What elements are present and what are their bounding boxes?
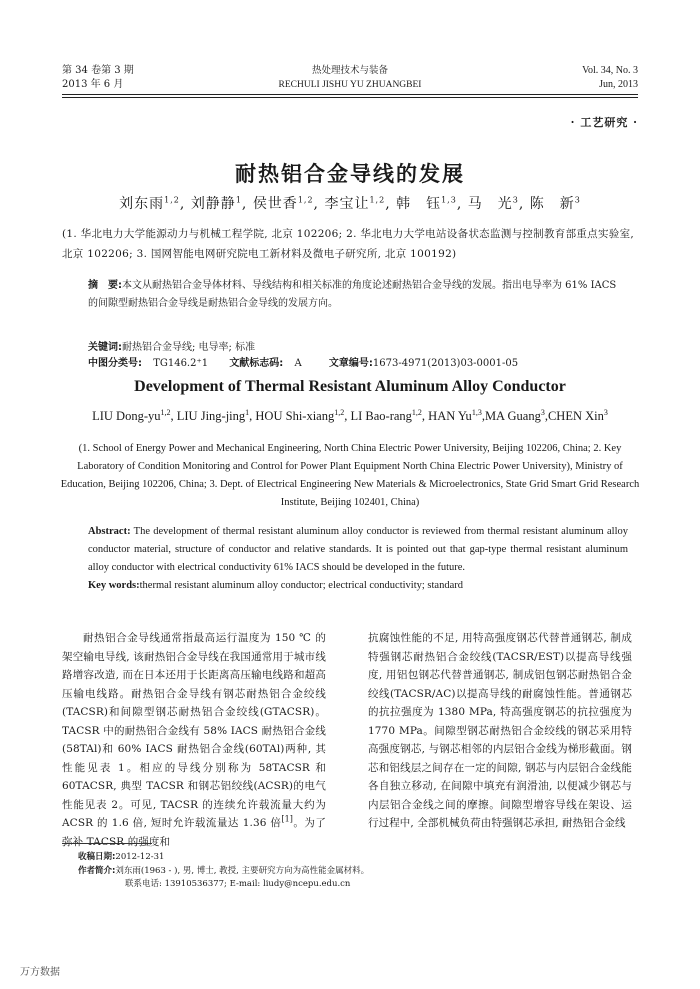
received-date: 收稿日期:2012-12-31 [78,852,165,862]
author-en: LI Bao-rang$^{1,2}$ [350,407,422,423]
abstract-cn-text: 本文从耐热铝合金导体材料、导线结构和相关标准的角度论述耐热铝合金导线的发展。指出电导率为 61% IACS 的间隙型耐热铝合金导线是耐热铝合金导线的发展方向。 [88,280,617,309]
author-cn: 刘东雨$^{1,2}$ [119,195,180,212]
header-volume-block [62,64,134,92]
header-volume-en: Vol. 34, No. 3 [582,65,638,76]
author-cn: 刘静静$^1$ [190,195,242,212]
body-column-right [368,629,632,833]
author-bio: 作者简介:刘东雨(1963 - ), 男, 博士, 教授, 主要研究方向为高性能金属材料。 [78,865,370,876]
header-journal-block [250,64,450,92]
header-date-en: Jun, 2013 [599,79,638,90]
article-number-value: 1673-4971(2013)03-0001-05 [372,358,519,369]
citation-ref: [1] [281,814,293,824]
author-en: CHEN Xin$^3$ [547,407,608,423]
clc-value: TG146.2⁺1 [153,358,209,369]
paper-title-en: Development of Thermal Resistant Aluminum Alloy Conductor [134,378,566,395]
keywords-en-text: thermal resistant aluminum alloy conductor; electrical conductivity; standard [139,580,463,591]
doc-code-value: A [294,358,302,369]
abstract-cn [88,277,628,313]
author-en: MA Guang$^3$ [484,407,545,423]
footnote [78,851,369,892]
author-en: LIU Dong-yu$^{1,2}$ [92,407,171,423]
body-paragraph: 抗腐蚀性能的不足, 用特高强度钢芯代替普通钢芯, 制成特强钢芯耐热铝合金绞线(TACSR/EST)以提高导线强度, 用铝包钢芯代替普通钢芯, 制成铝包钢芯耐热铝合金绞线(TACSR/AC)以提高导线的耐腐蚀性能。普通钢芯的抗拉强度为 1380 MPa, 特高强度钢芯的抗拉强度为 1770 MPa。间隙型钢芯耐热铝合金绞线的钢芯采用特高强度钢芯, 与钢芯相邻的内层铝合金线为梯形截面。钢芯和铝线层之间存在一定的间隙, 钢芯与内层铝合金线能各自独立移动, 在间隙中填充有润滑油, 以便减少钢芯与内层铝合金线之间的摩擦。间隙型增容导线在架设、运行过程中, 全部机械负荷由特强钢芯承担, 耐热铝合金线 [368,632,632,829]
affiliation-en: (1. School of Energy Power and Mechanical Engineering, North China Electric Power University, Beijing 102206, China; 2. Key Laboratory of Condition Monitoring and Control for Power Plant Equipment North China Electric Power University), Ministry of Education, Beijing 102206, China; 3. Dept. of Electrical Engineering New Materials & Microelectronics, State Grid Smart Grid Research Institute, Beijing 102401, China) [60,443,640,508]
section-tag: · 工艺研究 · [570,116,638,129]
body-paragraph: 耐热铝合金导线通常指最高运行温度为 150 ℃ 的架空输电导线, 该耐热铝合金导线在我国通常用于城市线路增容改造, 而在日本还用于长距离高压输电线路和超高压输电线路。耐热铝合金导线有钢芯耐热铝合金绞线(TACSR)和间隙型钢芯耐热铝合金绞线(GTACSR)。TACSR 中的耐热铝合金线有 58% IACS 耐热铝合金线(58TAl)和 60% IACS 耐热铝合金线(60TAl)两种, 其性能见表 1。相应的导线分别称为 58TACSR 和 60TACSR, 典型 TACSR 和钢芯铝绞线(ACSR)的电气性能见表 2。可见, TACSR 的连续允许载流量大约为 ACSR 的 1.6 倍, 短时允许载流量达 1.36 倍[1]。为了弥补 TACSR 的强度和 [62,632,326,848]
body-column-left [62,629,326,851]
keywords-cn [88,340,628,356]
keywords-en-label: Key words: [88,580,140,591]
clc-label: 中图分类号: [88,358,142,369]
author-list-en: LIU Dong-yu$^{1,2}$, LIU Jing-jing$^1$, HOU Shi-xiang$^{1,2}$, LI Bao-rang$^{1,2}$, HAN Yu$^{1,3}$,MA Guang$^3$,CHEN Xin$^3$ [92,407,608,423]
author-cn: 陈 新$^3$ [529,195,581,212]
watermark-text: 万方数据 [20,967,60,978]
author-cn: 李宝让$^{1,2}$ [324,195,386,212]
keywords-cn-text: 耐热铝合金导线; 电导率; 标准 [122,342,256,353]
paper-title-cn: 耐热铝合金导线的发展 [235,162,465,186]
header-journal-en: RECHULI JISHU YU ZHUANGBEI [278,80,422,90]
article-number-label: 文章编号: [328,358,373,369]
abstract-en [88,523,628,595]
abstract-en-text: The development of thermal resistant aluminum alloy conductor is reviewed from thermal resistant aluminum alloy conductor material, structure of conductor and relative standards. It is pointed out that gap-type thermal resistant aluminum alloy conductor with electrical conductivity 61% IACS should be developed in the future. [88,526,629,573]
header-rule-thick [62,94,638,95]
keywords-cn-label: 关键词: [88,342,122,353]
header-date-cn: 2013 年 6 月 [62,79,124,90]
abstract-en-paragraph [88,523,628,577]
author-list-cn: 刘东雨$^{1,2}$, 刘静静$^1$, 侯世香$^{1,2}$, 李宝让$^{1,2}$, 韩 钰$^{1,3}$, 马 光$^3$, 陈 新$^3$ [119,195,581,212]
abstract-en-label: Abstract: [88,526,131,537]
keywords-classification-block [88,340,628,372]
header-issue-block [582,64,638,92]
header-rule-thin [62,97,638,98]
abstract-cn-label: 摘 要: [88,280,122,291]
doc-code-label: 文献标志码: [229,358,284,369]
author-en: HOU Shi-xiang$^{1,2}$ [255,407,345,423]
footnote-rule [62,843,152,844]
header-volume-cn: 第 34 卷第 3 期 [62,65,134,76]
author-cn: 韩 钰$^{1,3}$ [396,195,457,212]
author-en: HAN Yu$^{1,3}$ [428,407,482,423]
author-cn: 马 光$^3$ [467,195,519,212]
affiliation-cn: (1. 华北电力大学能源动力与机械工程学院, 北京 102206; 2. 华北电力大学电站设备状态监测与控制教育部重点实验室, 北京 102206; 3. 国网智能电网研究院电工新材料及微电子研究所, 北京 100192) [62,228,635,260]
keywords-en [88,577,628,595]
contact-info: 联系电话: 13910536377; E-mail: liudy@ncepu.edu.cn [125,879,351,889]
author-en: LIU Jing-jing$^1$ [176,407,250,423]
author-cn: 侯世香$^{1,2}$ [252,195,314,212]
header-journal-cn: 热处理技术与装备 [311,65,388,76]
classification-line [88,356,628,372]
